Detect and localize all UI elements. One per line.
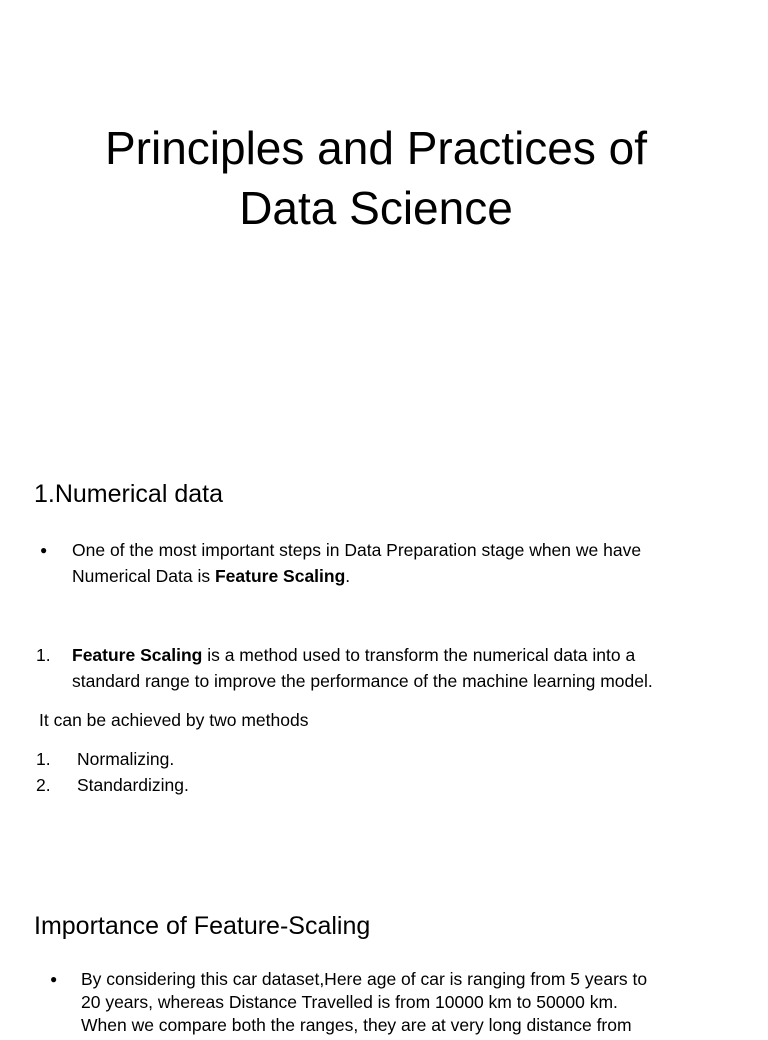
- methods-intro: It can be achieved by two methods: [39, 710, 309, 730]
- numbered-line-1-rest: is a method used to transform the numerical data into a: [202, 645, 636, 665]
- method-label-2: Standardizing.: [77, 775, 189, 795]
- bullet-line-2-prefix: Numerical Data is: [72, 566, 215, 586]
- bullet-line-2-suffix: .: [345, 566, 351, 586]
- bullet-marker: ●: [40, 543, 48, 557]
- document-title-line-2: Data Science: [239, 182, 513, 234]
- bullet-car-dataset: [50, 968, 750, 1040]
- numbered-line-2: standard range to improve the performance of the machine learning model.: [72, 671, 653, 691]
- method-item-normalizing: [36, 746, 436, 772]
- method-marker-1: 1.: [36, 749, 51, 769]
- method-label-1: Normalizing.: [77, 749, 175, 769]
- bullet-text: [72, 537, 641, 589]
- numbered-text: [72, 642, 653, 694]
- document-title-line-1: Principles and Practices of: [104, 122, 648, 174]
- car-bullet-line-2: 20 years, whereas Distance Travelled is from 10000 km to 50000 km.: [81, 992, 618, 1012]
- method-item-standardizing: [36, 772, 436, 798]
- method-marker-2: 2.: [36, 775, 51, 795]
- bullet-marker-2: ●: [50, 972, 58, 986]
- document-title: [0, 118, 752, 238]
- bullet-line-2-bold: Feature Scaling: [214, 566, 346, 586]
- bullet-line-1: One of the most important steps in Data Preparation stage when we have: [72, 540, 642, 560]
- section-heading-numerical-data: 1.Numerical data: [34, 480, 223, 508]
- car-bullet-line-3: When we compare both the ranges, they are at very long distance from: [81, 1015, 632, 1035]
- section-heading-importance-of-feature-scaling: Importance of Feature-Scaling: [34, 912, 371, 940]
- numbered-line-1-bold: Feature Scaling: [72, 645, 203, 665]
- numbered-line-1: [72, 642, 653, 668]
- numbered-marker: 1.: [36, 645, 51, 665]
- bullet-line-2: [72, 563, 641, 589]
- numbered-feature-scaling-definition: [36, 642, 748, 694]
- car-bullet-line-1: By considering this car dataset,Here age of car is ranging from 5 years to: [81, 969, 648, 989]
- bullet-car-dataset-text: [81, 968, 647, 1037]
- bullet-feature-scaling-importance: [40, 537, 740, 589]
